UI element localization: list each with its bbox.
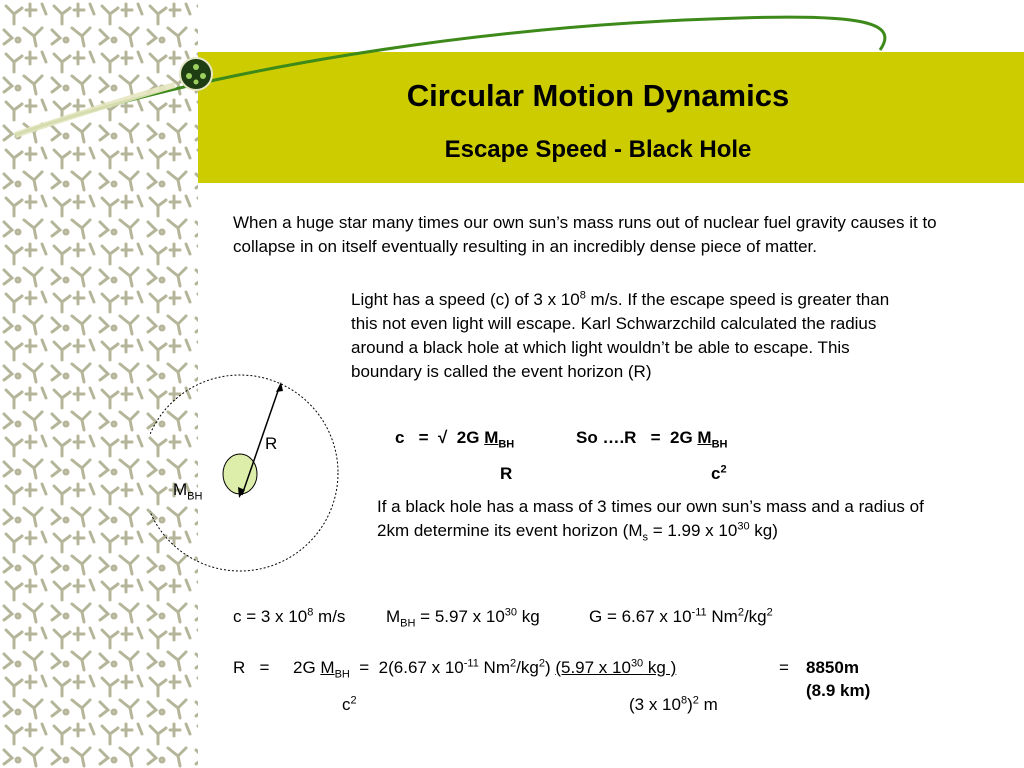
- light-paragraph: Light has a speed (c) of 3 x $10^8$ m/s. If the escape speed is greater than this not even light will escape. Karl Schwarzchild calculated the radius around a black hole at which light wouldn’t be able to escape. This boundary is called the event horizon (R): [351, 289, 890, 381]
- given-gravitational-constant: G = 6.67 x $10^{-11}$ $Nm^2/kg^2$: [589, 606, 773, 626]
- slide-subtitle: Escape Speed - Black Hole: [444, 136, 752, 163]
- escape-speed-formula: c = √ 2G $M_{BH}$: [395, 428, 515, 451]
- mass-label: $M_{BH}$: [173, 480, 203, 503]
- result-kilometers: (8.9 km): [806, 681, 871, 700]
- formula-denominator-r: R: [500, 464, 513, 483]
- black-hole-diagram: [150, 360, 350, 590]
- result-meters: 8850m: [806, 658, 859, 677]
- solution-denominator-c: $c^2$: [342, 694, 357, 714]
- solution-equation: R = 2G $M_{BH} = 2(6.67$ x $10^{-11}$ $Nm^2/kg^2$) (5.97 x $10^{30}$ kg ): [233, 657, 677, 681]
- slide-title: Circular Motion Dynamics: [406, 78, 790, 113]
- given-speed-of-light: c = 3 x $10^8$ m/s: [233, 606, 346, 626]
- solution-denominator-value: (3 x $10^8)^2$ m: [629, 694, 718, 714]
- formula-denominator-c: $c^2$: [711, 463, 727, 483]
- intro-paragraph: When a huge star many times our own sun’s mass runs out of nuclear fuel gravity causes it to collapse in on itself eventually resulting in an incredibly dense piece of matter.: [233, 213, 937, 256]
- solution-equals-sign: =: [779, 658, 789, 677]
- radius-formula: So ….R = 2G $M_{BH}$: [576, 428, 728, 451]
- radius-label: R: [265, 434, 278, 453]
- problem-paragraph: If a black hole has a mass of 3 times our own sun’s mass and a radius of 2km determine its event horizon ($M_s = 1.99$ x $10^{30}$ kg): [377, 497, 924, 544]
- given-black-hole-mass: $M_{BH} = 5.97$ x $10^{30}$ kg: [386, 606, 540, 630]
